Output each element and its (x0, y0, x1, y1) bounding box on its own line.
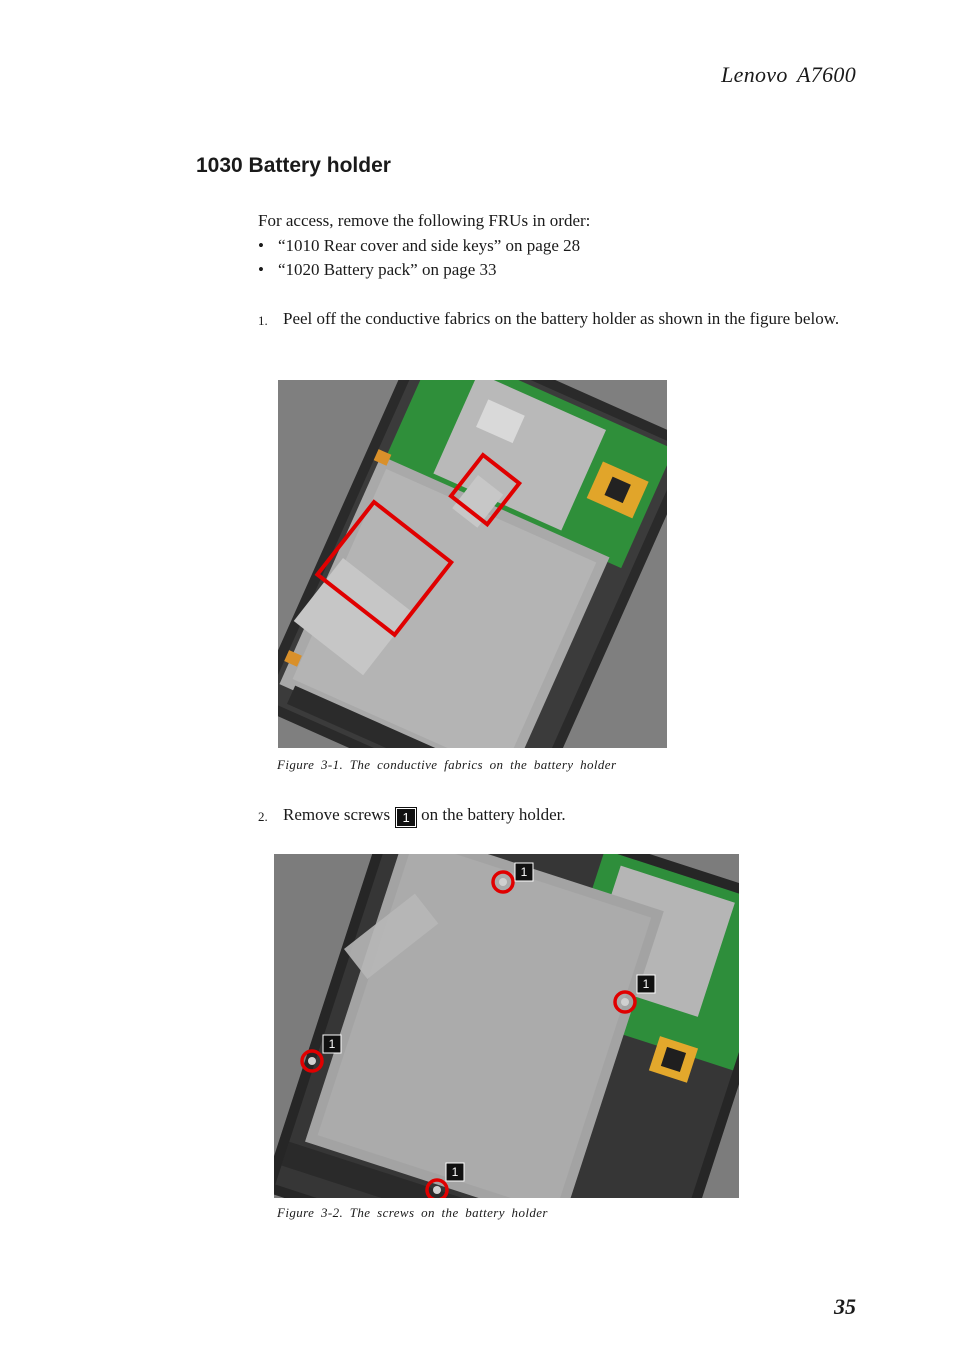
list-item (258, 234, 580, 258)
step-2 (258, 804, 858, 828)
callout-badge: 1 (396, 808, 416, 827)
step-text-after: on the battery holder. (421, 805, 566, 824)
tablet-photo-illustration (278, 380, 667, 748)
bullet: • (258, 260, 264, 279)
intro-text: For access, remove the following FRUs in order: (258, 211, 591, 230)
running-header: Lenovo A7600 (721, 62, 856, 87)
step-text (283, 804, 858, 828)
step-1 (258, 308, 858, 332)
prerequisite-list (258, 234, 580, 282)
figure-battery-holder-fabrics (278, 380, 667, 748)
section-heading: 1030 Battery holder (196, 154, 391, 177)
prerequisite-link[interactable]: “1020 Battery pack” on page 33 (278, 260, 497, 279)
step-number: 2. (258, 809, 268, 824)
figure-caption: Figure 3-1. The conductive fabrics on the battery holder (277, 757, 617, 772)
svg-text:1: 1 (328, 1037, 336, 1051)
callout-label (515, 863, 533, 881)
callout-label (446, 1163, 464, 1181)
step-text: Peel off the conductive fabrics on the battery holder as shown in the figure below. (283, 309, 840, 328)
list-item (258, 258, 580, 282)
svg-text:1: 1 (642, 977, 650, 991)
tablet-photo-illustration (274, 854, 739, 1198)
callout-label (637, 975, 655, 993)
figure-battery-holder-screws (274, 854, 739, 1198)
page-number: 35 (834, 1294, 856, 1319)
svg-text:1: 1 (520, 865, 528, 879)
step-number: 1. (258, 313, 268, 328)
prerequisite-link[interactable]: “1010 Rear cover and side keys” on page 28 (278, 236, 581, 255)
step-text-before: Remove screws (283, 805, 391, 824)
callout-label (323, 1035, 341, 1053)
bullet: • (258, 236, 264, 255)
svg-text:1: 1 (451, 1165, 459, 1179)
figure-caption: Figure 3-2. The screws on the battery holder (277, 1205, 548, 1220)
